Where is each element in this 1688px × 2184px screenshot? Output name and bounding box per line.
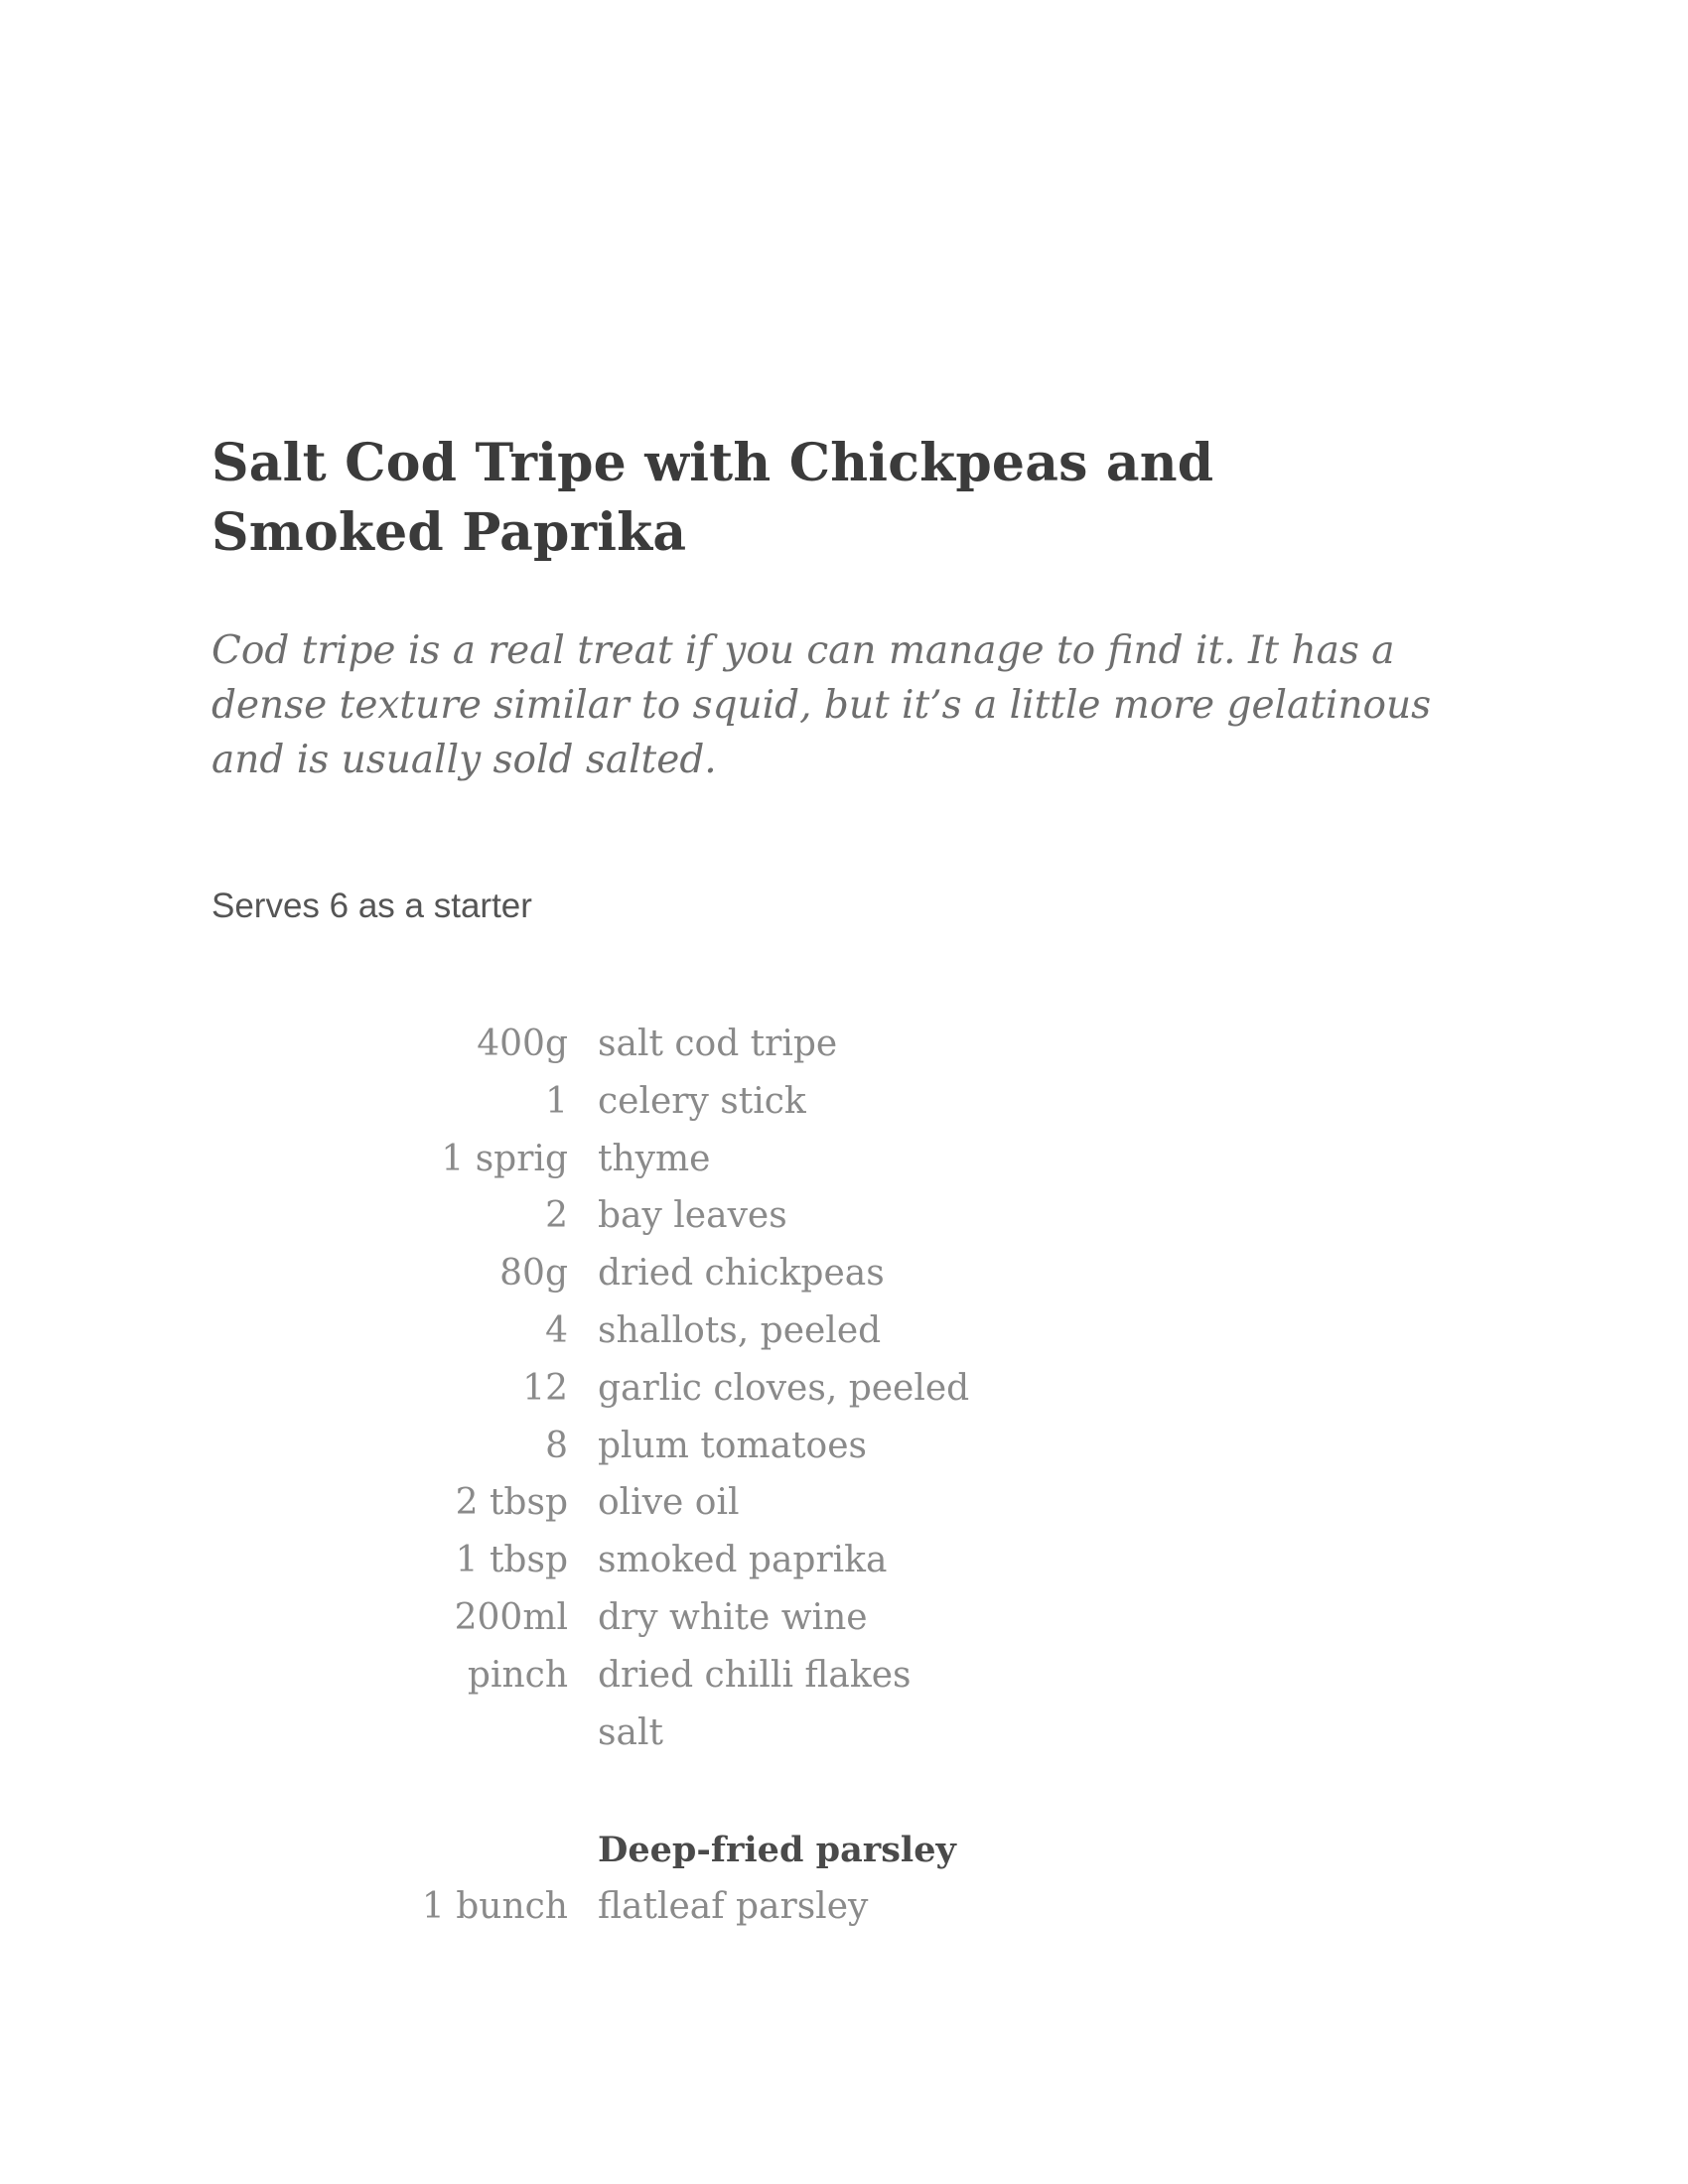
ingredient-row <box>0 1364 1688 1422</box>
ingredient-row <box>0 1077 1688 1135</box>
ingredient-quantity: 4 <box>545 1309 568 1351</box>
ingredient-quantity: 1 tbsp <box>455 1540 568 1581</box>
ingredient-name: olive oil <box>598 1482 740 1524</box>
ingredient-name: thyme <box>598 1138 711 1179</box>
ingredient-name: dried chilli flakes <box>598 1654 912 1696</box>
serving-info: Serves 6 as a starter <box>211 887 532 925</box>
ingredient-name: flatleaf parsley <box>598 1886 869 1927</box>
ingredient-quantity: 200ml <box>454 1596 568 1638</box>
ingredient-name: dry white wine <box>598 1596 868 1638</box>
ingredient-name: garlic cloves, peeled <box>598 1367 970 1409</box>
ingredient-row <box>0 1651 1688 1708</box>
ingredient-row <box>0 1478 1688 1536</box>
ingredient-row <box>0 1249 1688 1306</box>
ingredient-row <box>0 1422 1688 1479</box>
ingredient-name: smoked paprika <box>598 1540 888 1581</box>
ingredient-row <box>0 1536 1688 1593</box>
sub-ingredient-list <box>0 1882 1688 1940</box>
ingredient-quantity: 2 <box>545 1195 568 1237</box>
ingredient-name: salt <box>598 1711 663 1753</box>
ingredient-quantity: 80g <box>499 1253 568 1295</box>
ingredient-quantity: 400g <box>477 1024 568 1064</box>
ingredient-name: dried chickpeas <box>598 1253 885 1295</box>
ingredient-row <box>0 1708 1688 1766</box>
ingredient-quantity: 1 sprig <box>441 1138 568 1179</box>
ingredient-quantity: 1 <box>545 1080 568 1122</box>
ingredient-quantity: 2 tbsp <box>455 1482 568 1524</box>
ingredient-quantity: 12 <box>522 1367 568 1409</box>
ingredient-name: plum tomatoes <box>598 1425 867 1466</box>
recipe-intro: Cod tripe is a real treat if you can manage to find it. It has a dense texture similar to squid, but it’s a little more gelatinous and is usually sold salted. <box>211 628 1432 782</box>
ingredient-quantity: 1 bunch <box>421 1886 568 1927</box>
ingredient-row <box>0 1306 1688 1364</box>
ingredient-row <box>0 1593 1688 1651</box>
sub-section-heading: Deep-fried parsley <box>598 1830 956 1870</box>
ingredient-row <box>0 1191 1688 1249</box>
ingredient-name: celery stick <box>598 1080 806 1122</box>
ingredient-quantity: 8 <box>545 1425 568 1466</box>
ingredient-name: shallots, peeled <box>598 1309 882 1351</box>
ingredient-name: salt cod tripe <box>598 1024 838 1064</box>
ingredient-row <box>0 1882 1688 1940</box>
ingredient-quantity: pinch <box>467 1654 568 1696</box>
ingredient-row <box>0 1020 1688 1077</box>
recipe-title: Salt Cod Tripe with Chickpeas and Smoked Paprika <box>211 433 1214 563</box>
ingredient-row <box>0 1135 1688 1192</box>
ingredient-name: bay leaves <box>598 1195 787 1237</box>
ingredient-list <box>0 1020 1688 1765</box>
